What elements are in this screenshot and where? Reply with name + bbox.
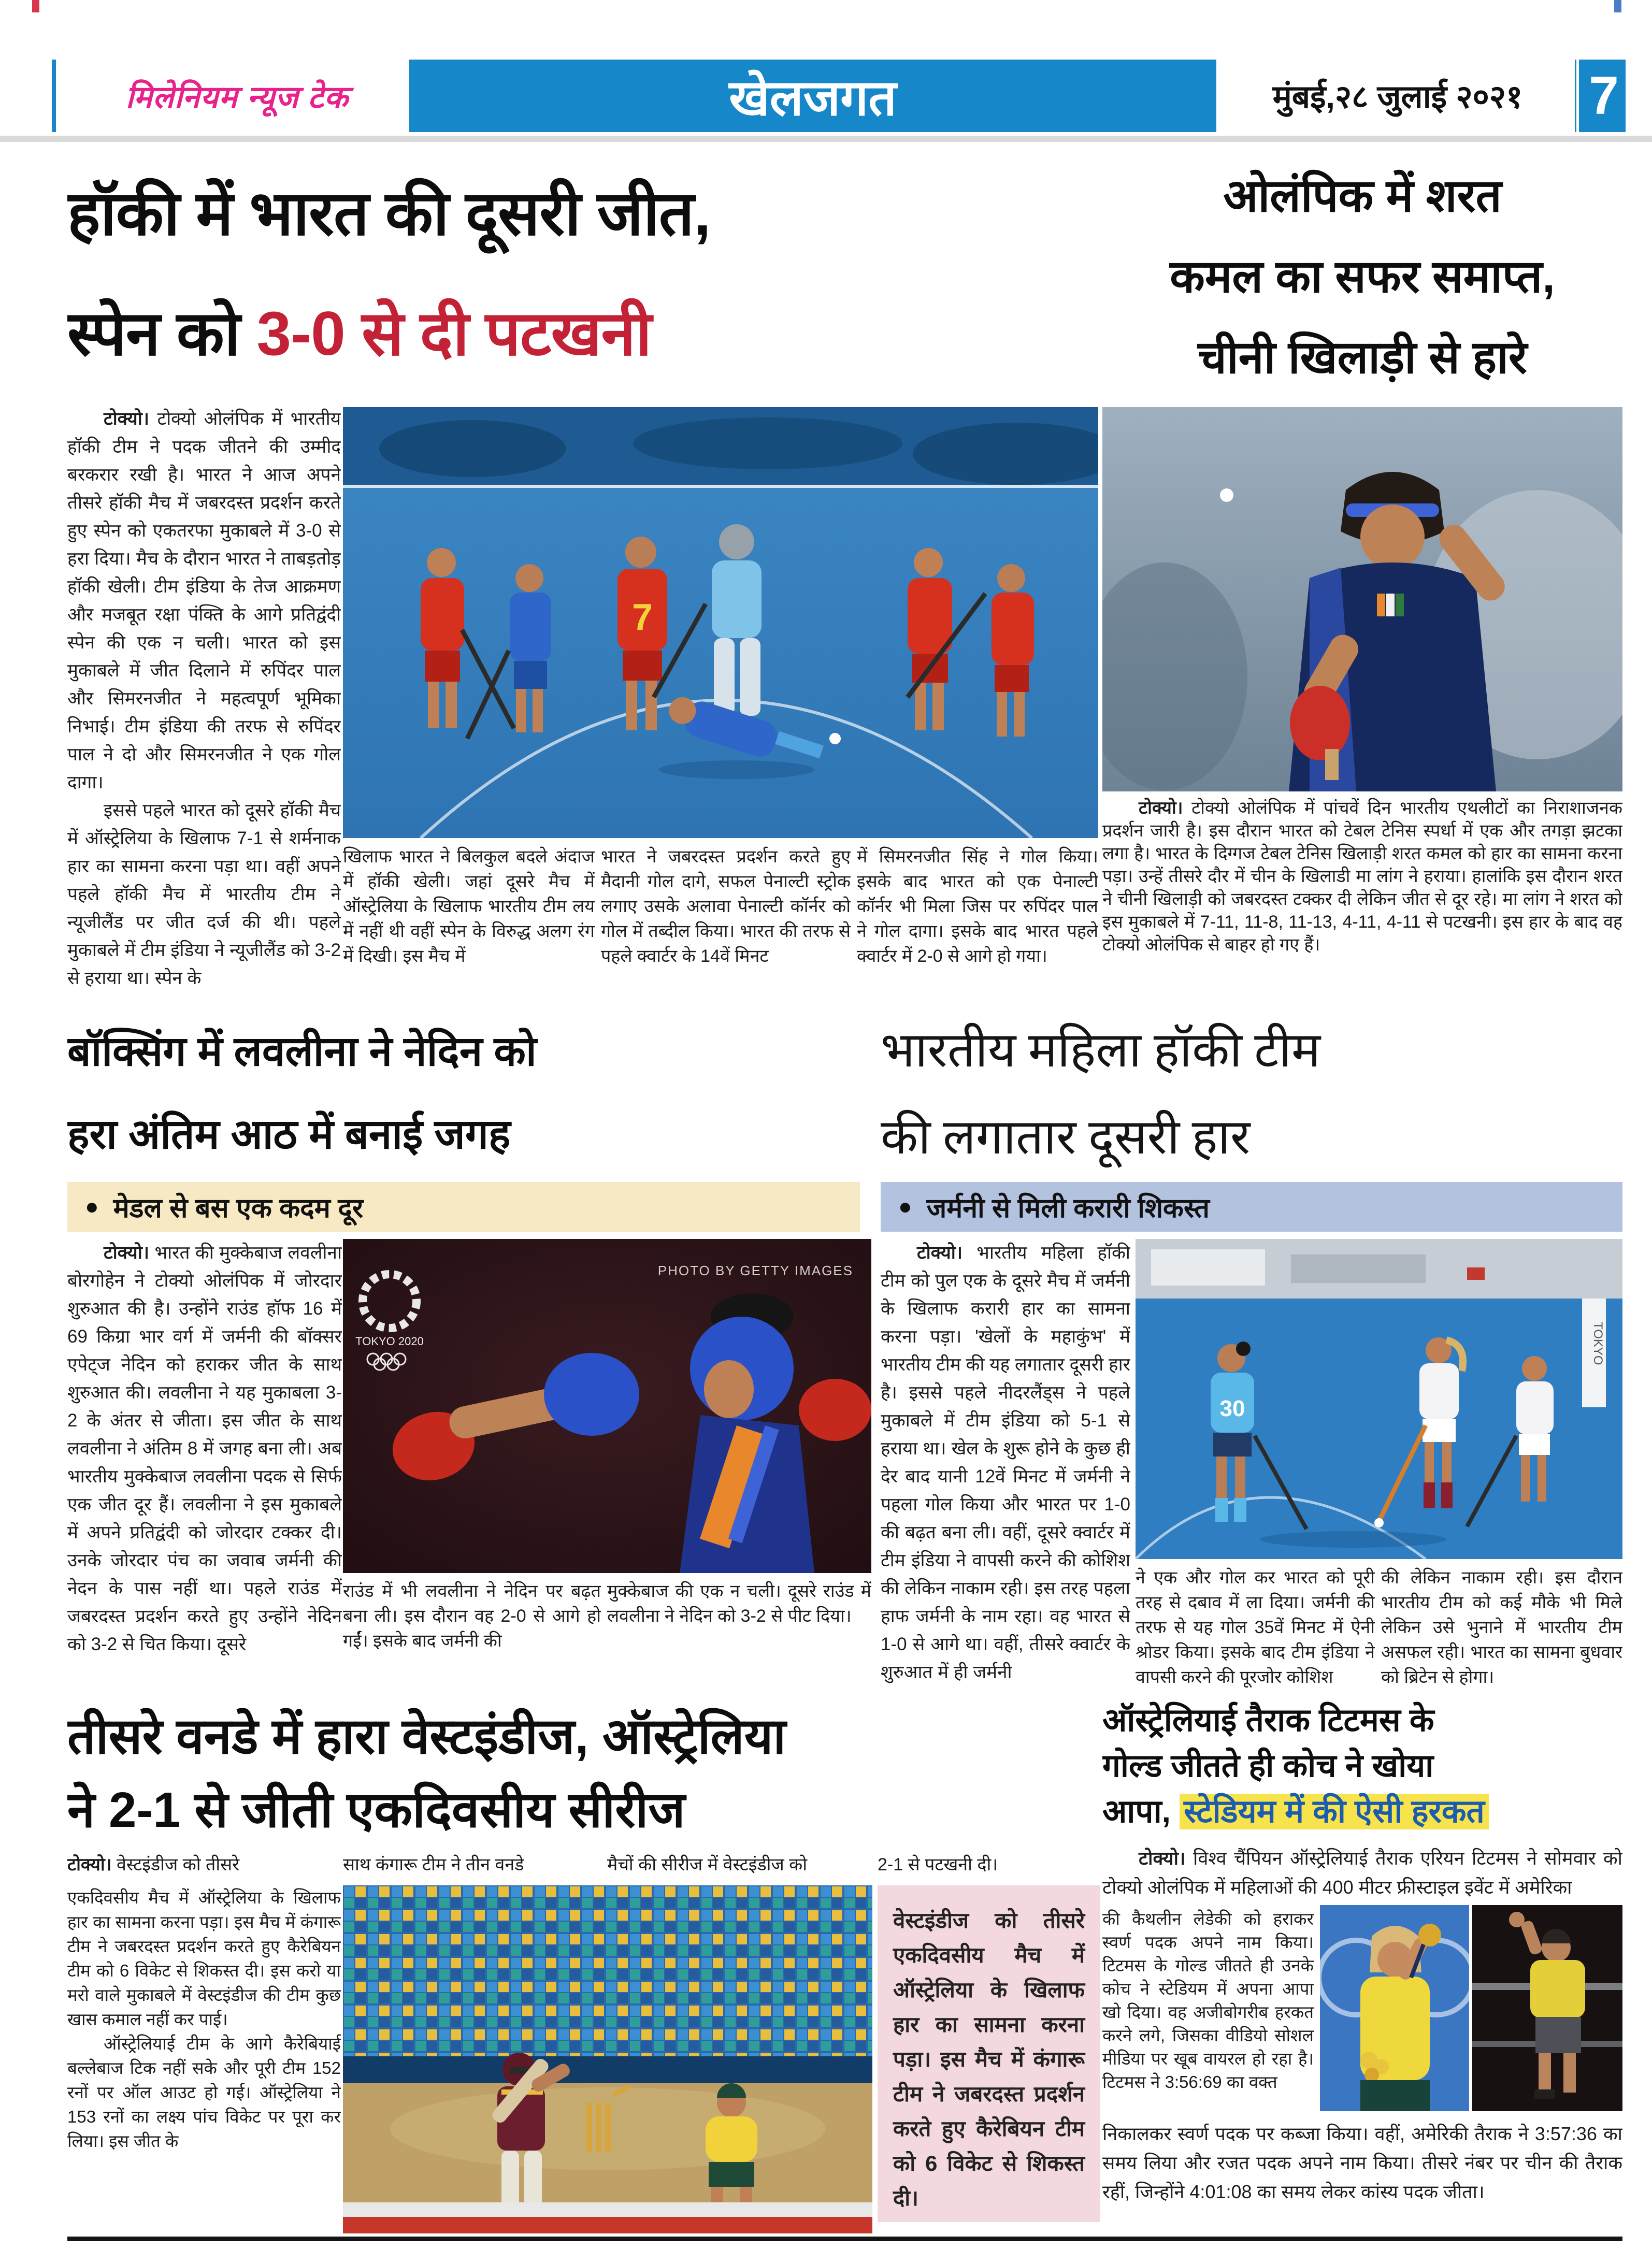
womens-hockey-column-1: टोक्यो। भारतीय महिला हॉकी टीम को पुल एक के दूसरे मैच में जर्मनी के खिलाफ करारी हार का सामना करना पड़ा। 'खेलों के महाकुंभ' में भारतीय टीम की यह लगातार दूसरी हार है। इससे पहले नीदरलैंड्स ने पहले मुकाबले में टीम इंडिया को 5-1 से हराया था। खेल के शुरू होने के कुछ ही देर बाद यानी 12वें मिनट में जर्मनी ने पहला गोल किया और भारत पर 1-0 की बढ़त बना ली। वहीं, दूसरे क्वार्टर में टीम इंडिया ने वापसी करने की कोशिश की लेकिन नाकाम रही। इस तरह पहला हाफ जर्मनी के नाम रहा। वह भारत से 1-0 से आगे था। वहीं, तीसरे क्वार्टर के शुरुआत में ही जर्मनी	[881, 1243, 1130, 1682]
bullet-icon: ●	[85, 1194, 99, 1219]
coach-photo-illustration	[1472, 1905, 1622, 2111]
crop-mark	[32, 0, 39, 12]
section-title: खेलजगत	[729, 70, 897, 126]
masthead: मिलेनियम न्यूज टेक	[125, 80, 349, 114]
swimming-headline: ऑस्ट्रेलियाई तैराक टिटमस के गोल्ड जीतते ही कोच ने खोया आपा, स्टेडियम में की ऐसी हरकत	[1102, 1698, 1622, 1839]
swimming-body-bottom: निकालकर स्वर्ण पदक पर कब्जा किया। वहीं, अमेरिकी तैराक ने 3:57:36 का समय लिया और रजत पदक अपने नाम किया। तीसरे नंबर पर चीन की तैराक रहीं, जिन्होंने 4:01:08 का समय लेकर कांस्य पदक जीता।	[1102, 2123, 1622, 2202]
tabletennis-body: टोक्यो। टोक्यो ओलंपिक में पांचवें दिन भारतीय एथलीटों का निराशाजनक प्रदर्शन जारी है। इस दौरान भारत को टेबल टेनिस स्पर्धा में एक और तगड़ा झटका लगा है। भारत के दिग्गज टेबल टेनिस खिलाड़ी शरत कमल को हार का सामना करना पड़ा। उन्हें तीसरे दौर में चीन के खिलाडी मा लांग ने हराया। हालांकि इस दौरान शरत ने चीनी खिलाड़ी को जबरदस्त टक्कर दी लेकिन जीत से दूर रहे। मा लांग ने शरत को इस मुकाबले में 7-11, 11-8, 11-13, 4-11, 4-11 से पटखनी। इस हार के बाद वह टोक्यो ओलंपिक से बाहर हो गए हैं।	[1102, 798, 1622, 955]
date-line: मुंबई,२८ जुलाई २०२१	[1272, 79, 1523, 115]
cricket-lead-4: 2-1 से पटखनी दी।	[878, 1855, 998, 1874]
swimmer-photo-illustration	[1320, 1905, 1469, 2111]
boxing-kicker: ● मेडल से बस एक कदम दूर	[67, 1182, 860, 1232]
hockey-match-photo	[343, 407, 1098, 838]
swimming-body-top: टोक्यो। विश्व चैंपियन ऑस्ट्रेलियाई तैराक एरियन टिटमस ने सोमवार को टोक्यो ओलंपिक में महिलाओं की 400 मीटर फ्रीस्टाइल इवेंट में अमेरिका	[1102, 1848, 1622, 1898]
hockey-column-3: भारत ने जबरदस्त प्रदर्शन करते हुए मैदानी गोल दागे, सफल पेनाल्टी स्ट्रोक लगाए उसके अलावा पेनाल्टी कॉर्नर को गोल में तब्दील किया। भारत की तरफ से पहले क्वार्टर के 14वें मिनट	[601, 847, 851, 966]
hockey-column-2: खिलाफ भारत ने बिलकुल बदले अंदाज में हॉकी खेली। जहां दूसरे मैच में ऑस्ट्रेलिया के खिलाफ भारतीय टीम लय में नहीं थी वहीं स्पेन के विरुद्ध अलग रंग में दिखी। इस मैच में	[343, 847, 595, 966]
tabletennis-photo	[1102, 407, 1622, 791]
dateline: टोक्यो।	[1139, 1848, 1194, 1869]
svg-text:TOKYO 2020: TOKYO 2020	[355, 1335, 424, 1348]
boxing-column-2: राउंड में भी लवलीना ने नेदिन पर बढ़त बना ली। इस दौरान वह 2-0 से आगे हो गईं। इसके बाद जर्मनी की	[343, 1581, 601, 1651]
hockey-headline-score: 3-0 से दी पटखनी	[256, 299, 652, 368]
tabletennis-photo-illustration	[1102, 407, 1622, 791]
tabletennis-headline: ओलंपिक में शरत कमल का सफर समाप्त, चीनी खिलाड़ी से हारे	[1170, 170, 1555, 383]
red-glove-right	[799, 1379, 871, 1441]
hockey-headline-line2: स्पेन को 3-0 से दी पटखनी	[67, 299, 652, 368]
cricket-photo	[343, 1885, 872, 2233]
cricket-highlight-box: वेस्टइंडीज को तीसरे एकदिवसीय मैच में ऑस्ट्रेलिया के खिलाफ हार का सामना करना पड़ा। इस मैच में कंगारू टीम ने जबरदस्त प्रदर्शन करते हुए कैरेबियन टीम को 6 विकेट से शिकस्त दी।	[878, 1885, 1100, 2222]
boxing-column-3: मुक्केबाज की एक न चली। दूसरे राउंड में लवलीना ने नेदिन को 3-2 से पीट दिया।	[607, 1581, 871, 1626]
dateline: टोक्यो।	[67, 1855, 117, 1874]
blue-glove	[544, 1353, 639, 1436]
bottom-rule	[67, 2237, 1622, 2241]
womens-hockey-photo-illustration	[1136, 1239, 1622, 1559]
hockey-ball	[1374, 1518, 1384, 1527]
cricket-headline: तीसरे वनडे में हारा वेस्टइंडीज, ऑस्ट्रेलिया ने 2-1 से जीती एकदिवसीय सीरीज	[67, 1709, 786, 1838]
womens-hockey-headline: भारतीय महिला हॉकी टीम की लगातार दूसरी हार	[881, 1023, 1321, 1164]
svg-text:30: 30	[1219, 1396, 1245, 1421]
hockey-column-1: टोक्यो। टोक्यो ओलंपिक में भारतीय हॉकी टीम ने पदक जीतने की उम्मीद बरकरार रखी है। भारत ने आज अपने तीसरे हॉकी मैच में जबरदस्त प्रदर्शन करते हुए स्पेन को एकतरफा मुकाबले में 3-0 से हरा दिया। मैच के दौरान भारत ने ताबड़तोड़ हॉकी खेली। टीम इंडिया के तेज आक्रमण और मजबूत रक्षा पंक्ति के आगे प्रतिद्वंदी स्पेन की एक न चली। भारत को इस मुकाबले में जीत दिलाने में रुपिंदर पाल और सिमरनजीत ने महत्वपूर्ण भूमिका निभाई। टीम इंडिया की तरफ से रुपिंदर पाल ने दो और सिमरनजीत ने एक गोल दागा। इससे पहले भारत को दूसरे हॉकी मैच में ऑस्ट्रेलिया के खिलाफ 7-1 से शर्मनाक हार का सामना करना पड़ा था। वहीं अपने पहले हॉकी मैच में भारतीय टीम ने न्यूजीलैंड पर जीत दर्ज की थी। पहले मुकाबले में टीम इंडिया ने न्यूजीलैंड को 3-2 से हराया था। स्पेन के	[67, 409, 341, 988]
boxing-column-1: टोक्यो। भारत की मुक्केबाज लवलीना बोरगोहेन ने टोक्यो ओलंपिक में जोरदार शुरुआत की है। उन्होंने राउंड हॉफ 16 में 69 किग्रा भार वर्ग में जर्मनी की बॉक्सर एपेट्ज नेदिन को हराकर जीत के साथ शुरुआत की। लवलीना ने यह मुकाबला 3-2 के अंतर से जीता। इस जीत के साथ लवलीना ने अंतिम 8 में जगह बना ली। अब भारतीय मुक्केबाज लवलीना पदक से सिर्फ एक जीत दूर हैं। लवलीना ने इस मुकाबले में अपने प्रतिद्वंदी को जोरदार टक्कर दी। उनके जोरदार पंच का जवाब जर्मनी की नेदन के पास नहीं था। पहले राउंड में जबरदस्त प्रदर्शन करते हुए उन्होंने नेदिन को 3-2 से चित किया। दूसरे	[67, 1243, 342, 1654]
hockey-column-4: में सिमरनजीत सिंह ने गोल किया। इसके बाद भारत को एक पेनाल्टी कॉर्नर भी मिला जिस पर रुपिंदर पाल ने गोल दागा। इसके बाद भारत पहले क्वार्टर में 2-0 से आगे हो गया।	[857, 847, 1098, 966]
womens-hockey-kicker: ● जर्मनी से मिली करारी शिकस्त	[881, 1182, 1622, 1232]
boxing-headline: बॉक्सिंग में लवलीना ने नेदिन को हरा अंतिम आठ में बनाई जगह	[67, 1028, 537, 1157]
dateline: टोक्यो।	[1139, 798, 1192, 818]
coach-celebration-photo	[1472, 1905, 1622, 2111]
hockey-photo-illustration	[343, 407, 1098, 838]
cricket-lead-1: टोक्यो। वेस्टइंडीज को तीसरे	[67, 1855, 240, 1874]
dateline: टोक्यो।	[917, 1243, 977, 1263]
boxing-photo-illustration	[343, 1239, 871, 1573]
cricket-lead-2: साथ कंगारू टीम ने तीन वनडे	[343, 1855, 524, 1874]
page-number: 7	[1579, 60, 1626, 132]
cricket-lead-3: मैचों की सीरीज में वेस्टइंडीज को	[607, 1855, 808, 1874]
hockey-headline	[67, 153, 1103, 401]
womens-hockey-column-3: की लेकिन नाकाम रही। इस दौरान भारतीय टीम को कई मौके भी मिले लेकिन उसे भुनाने में भारतीय टीम असफल रही। भारत का सामना बुधवार को ब्रिटेन से होगा।	[1381, 1568, 1622, 1687]
womens-hockey-photo	[1136, 1239, 1622, 1559]
registration-line	[52, 60, 56, 132]
dateline: टोक्यो।	[104, 1243, 155, 1263]
swimming-headline-highlight: स्टेडियम में की ऐसी हरकत	[1180, 1794, 1489, 1829]
womens-hockey-column-2: ने एक और गोल कर भारत को पूरी तरह से दबाव में ला दिया। जर्मनी की तरफ से यह गोल 35वें मिनट में ऐनी श्रोडर किया। इसके बाद टीम इंडिया ने वापसी करने की पूरजोर कोशिश	[1136, 1568, 1375, 1687]
section-title-band	[409, 60, 1216, 132]
hockey-ball	[829, 733, 841, 744]
header-divider	[0, 136, 1652, 142]
cricket-photo-illustration	[343, 1885, 872, 2233]
boxing-photo	[343, 1239, 871, 1573]
crop-mark	[1614, 0, 1621, 12]
board-text: TOKYO	[1591, 1322, 1605, 1365]
photo-credit: PHOTO BY GETTY IMAGES	[657, 1263, 853, 1278]
bullet-icon: ●	[898, 1194, 912, 1219]
swimmer-medal-photo	[1320, 1905, 1469, 2111]
dateline: टोक्यो।	[104, 409, 157, 429]
cricket-column-1: एकदिवसीय मैच में ऑस्ट्रेलिया के खिलाफ हार का सामना करना पड़ा। इस मैच में कंगारू टीम ने जबरदस्त प्रदर्शन करते हुए कैरेबियन टीम को 6 विकेट से शिकस्त दी। इस करो या मरो वाले मुकाबले में वेस्टइंडीज की टीम कुछ खास कमाल नहीं कर पाई। ऑस्ट्रेलियाई टीम के आगे कैरेबियाई बल्लेबाज टिक नहीं सके और पूरी टीम 152 रनों पर ऑल आउट हो गई। ऑस्ट्रेलिया ने 153 रनों का लक्ष्य पांच विकेट पर पूरा कर लिया। इस जीत के	[67, 1888, 341, 2151]
swimming-body-side: की कैथलीन लेडेकी को हराकर स्वर्ण पदक अपने नाम किया। टिटमस के गोल्ड जीतते ही उनके कोच ने स्टेडियम में अपना आपा खो दिया। वह अजीबोगरीब हरकत करने लगे, जिसका वीडियो सोशल मीडिया पर खूब वायरल हो रहा है। टिटमस ने 3:56:69 का वक्त	[1102, 1909, 1314, 2092]
svg-text:7: 7	[631, 597, 653, 638]
hockey-headline-line1: हॉकी में भारत की दूसरी जीत,	[67, 179, 711, 248]
